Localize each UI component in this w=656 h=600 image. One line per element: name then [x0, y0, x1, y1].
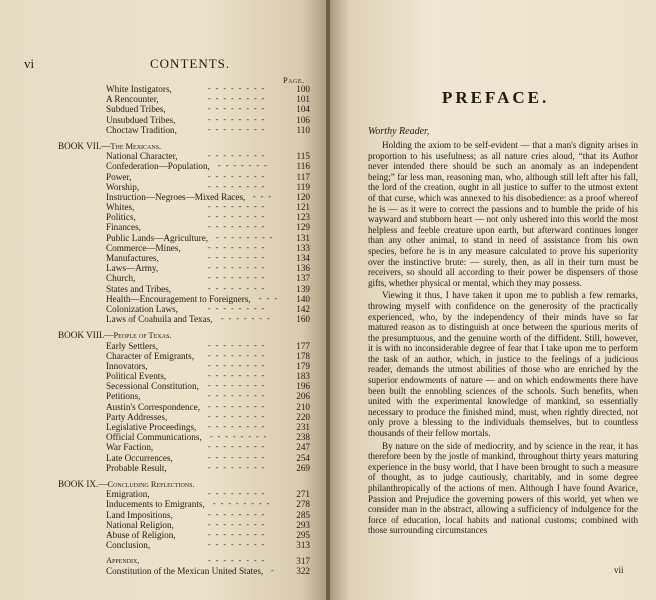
toc-entry [58, 530, 310, 540]
toc-page-number: 142 [296, 303, 310, 314]
toc-entry [58, 510, 310, 520]
toc-leader-dots: -------- [208, 489, 270, 499]
toc-page-number: 106 [296, 114, 310, 125]
toc-entry [58, 284, 310, 294]
toc-page-number: 139 [296, 283, 310, 294]
toc-entry-title: National Religion, [106, 519, 174, 530]
toc-entry [58, 391, 310, 401]
toc-page-number: 254 [296, 452, 310, 463]
toc-entry [58, 115, 310, 125]
toc-book-title: People of Texas. [113, 331, 172, 341]
toc-entry-title: Petitions, [106, 391, 141, 402]
toc-entry [58, 432, 310, 442]
toc-entry-title: Politics, [106, 212, 136, 223]
toc-leader-dots: -------- [208, 371, 270, 381]
toc-page-number: 133 [296, 242, 310, 253]
toc-page-number: 177 [296, 340, 310, 351]
toc-page-number: 220 [296, 411, 310, 422]
toc-leader-dots: -------- [208, 360, 270, 370]
toc-leader-dots: -------- [208, 540, 270, 550]
toc-entry-title: Late Occurrences, [106, 452, 173, 463]
toc-leader-dots: -------- [208, 242, 270, 252]
toc-entry [58, 161, 310, 171]
toc-leader-dots: -------- [208, 381, 270, 391]
toc-leader-dots: -------- [208, 401, 270, 411]
toc-book-number: BOOK IX.— [58, 478, 108, 489]
toc-entry [58, 253, 310, 263]
toc-leader-dots: -------- [216, 232, 278, 242]
toc-entry [58, 422, 310, 432]
toc-entry [58, 94, 310, 104]
toc-page-number: 136 [296, 263, 310, 274]
toc-book-number: BOOK VIII.— [58, 330, 114, 341]
toc-leader-dots: -------- [208, 422, 270, 431]
toc-page-number: 238 [296, 432, 310, 443]
toc-entry [58, 442, 310, 452]
toc-entry [58, 453, 310, 463]
toc-entry [58, 540, 310, 550]
salutation: Worthy Reader, [368, 126, 430, 137]
preface-paragraph: Viewing it thus, I have taken it upon me to publish a few remarks, throwing myself with confidence on the generosity of the practically experienced, who, by the independency of their minds have so far matured reason as to distinguish at once between the spurious merits of the presumptuous, and the genuine worth of the diffident. Still, however, it is with no inconsiderable degree of fear that I take upon me to perform the task of an author, which, in justice to the feelings of a judicious reader, demands the utmost abilities of those who are enriched by the superior endowments of nature — and on which endowments there have been built the ennobling sciences of the schools. Such benefits, when united with the experimental knowledge of mankind, so essentially necessary to produce the finished mind, must, when rightly directed, not only prove a blessing to the individuals themselves, but to countless thousands of their fellow mortals. [368, 290, 638, 439]
toc-entry-title: White Instigators, [106, 84, 172, 94]
toc-leader-dots: -------- [208, 114, 270, 124]
toc-entry-title: Appendix, [106, 556, 140, 566]
toc-entry-title: A Rencounter, [106, 94, 159, 105]
toc-leader-dots: -------- [208, 104, 270, 114]
toc-leader-dots: --- [259, 293, 282, 303]
toc-entry-title: Official Communications, [106, 432, 202, 443]
toc-entry-title: Subdued Tribes, [106, 104, 166, 115]
toc-entry [58, 520, 310, 530]
toc-entry-title: Whites, [106, 202, 135, 213]
toc-entry [58, 104, 310, 114]
toc-leader-dots: -------- [208, 212, 270, 222]
toc-entry-title: Choctaw Tradition, [106, 124, 177, 135]
toc-book-heading [58, 330, 328, 340]
toc-entry-title: Laws—Army, [106, 263, 159, 274]
toc-entry-title: Land Impositions, [106, 509, 173, 520]
toc-book-heading [58, 479, 328, 489]
toc-leader-dots: -------- [208, 519, 270, 529]
toc-leader-dots: -------- [208, 202, 270, 212]
toc-entry [58, 402, 310, 412]
toc-leader-dots: ------- [218, 161, 272, 171]
toc-page-number: 160 [296, 314, 310, 325]
toc-entry-title: Worship, [106, 181, 140, 192]
preface-paragraph: By nature on the side of mediocrity, and by science in the rear, it has therefore been by the jostle of mankind, throughout thirty years maturing experience in the busy world, that I have been brought to such a measure of thought, as to judge cautiously, charitably, and in some degree philanthropically of the actions of men. Although I have found Avarice, Passion and Prejudice the governing powers of this world, yet when we consider man in the abstract, allowing a sufficiency of indulgence for the force of education, local habits and national customs; combined with those surrounding circumstances [368, 440, 638, 536]
toc-entry-title: States and Tribes, [106, 283, 172, 294]
toc-leader-dots: -------- [210, 432, 272, 442]
toc-page-number: 179 [296, 360, 310, 371]
preface-title: PREFACE. [442, 88, 550, 107]
toc-entry [58, 463, 310, 473]
contents-title: CONTENTS. [150, 56, 231, 71]
toc-page-number: 196 [296, 381, 310, 392]
toc-entry-title: Early Settlers, [106, 340, 159, 351]
toc-page-number: 134 [296, 253, 310, 263]
toc-entry [58, 125, 310, 135]
toc-leader-dots: -------- [208, 253, 270, 262]
page-folio: vii [614, 565, 624, 575]
toc-leader-dots: -------- [208, 452, 270, 462]
toc-page-number: 317 [296, 556, 310, 567]
toc-entry-title: Manufactures, [106, 253, 159, 263]
toc-entry [58, 151, 310, 161]
toc-entry-title: Party Addresses, [106, 411, 168, 422]
toc-book-title: Concluding Reflections. [107, 479, 195, 489]
toc-entry-title: Inducements to Emigrants, [106, 499, 205, 510]
toc-page-number: 123 [296, 212, 310, 223]
toc-page-number: 100 [296, 84, 310, 94]
toc-leader-dots: -------- [213, 499, 275, 509]
toc-page-number: 313 [296, 540, 310, 551]
toc-leader-dots: --- [253, 191, 276, 201]
toc-leader-dots: -------- [208, 273, 270, 283]
toc-leader-dots: -------- [208, 181, 270, 191]
toc-entry-title: Probable Result, [106, 462, 167, 473]
toc-leader-dots: -------- [208, 124, 270, 134]
toc-entry-title: War Faction, [106, 442, 154, 453]
toc-leader-dots: -------- [208, 283, 270, 293]
toc-page-number: 183 [296, 371, 310, 382]
toc-page-number: 104 [296, 104, 310, 115]
toc-leader-dots: -------- [208, 529, 270, 539]
toc-leader-dots: -------- [208, 222, 270, 232]
toc-entry [58, 212, 310, 222]
toc-entry [58, 172, 310, 182]
toc-page-number: 322 [296, 566, 310, 577]
toc-entry-title: Power, [106, 171, 132, 182]
preface-paragraph: Holding the axiom to be self-evident — that a man's dignity arises in proportion to his usefulness; as all nature cries aloud, “that its Author never intended there should be such an anomaly as an independent being;” far less man, reasoning man, who, although still left after his fall, the lord of the creation, ought in all justice to suffer to the utmost extent of that curse, which was annexed to his disobedience: as a proof whereof he is — as it were to correct the passions and to humble the pride of his wayward and stubborn heart — not only ushered into this world the most helpless and feeble creature upon earth, but afterward continues longer than any other animal, to stand in need of assistance from his own species, before he is in any measure calculated to prove his superiority over the instinctive brute: — surely, then, as all in their turn must be receivers, so should all according to their power be dispensers of those gifts, whether physical or mental, which they may possess. [368, 140, 638, 288]
toc-leader-dots: -------- [208, 462, 270, 472]
toc-page-number: 247 [296, 442, 310, 453]
toc-leader-dots: -------- [208, 94, 270, 104]
toc-entry [58, 222, 310, 232]
toc-entry [58, 371, 310, 381]
right-page [330, 0, 656, 600]
toc-leader-dots: -------- [208, 84, 270, 93]
toc-entry [58, 489, 310, 499]
toc-entry [58, 499, 310, 509]
toc-entry-title: Commerce—Mines, [106, 242, 181, 253]
preface-body [368, 140, 638, 538]
toc-page-number: 120 [296, 191, 310, 202]
toc-entry-title: Confederation—Population, [106, 161, 210, 172]
toc-entry-title: Public Lands—Agriculture, [106, 232, 209, 243]
toc-page-number: 117 [296, 171, 310, 182]
toc-entry-title: Laws of Coahuila and Texas, [106, 314, 213, 325]
toc-book-number: BOOK VII.— [58, 140, 111, 151]
toc-leader-dots: -------- [208, 350, 270, 360]
toc-entry-title: National Character, [106, 151, 178, 162]
toc-entry-title: Unsubdued Tribes, [106, 114, 176, 125]
toc-entry-title: Legislative Proceedings, [106, 422, 197, 432]
toc-entry [58, 273, 310, 283]
toc-page-number: 293 [296, 519, 310, 530]
toc-entry-title: Instruction—Negroes—Mixed Races, [106, 191, 246, 202]
toc-book-heading [58, 141, 328, 151]
toc-page-number: 271 [296, 489, 310, 500]
toc-page-number: 178 [296, 350, 310, 361]
toc-entry-title: Emigration, [106, 489, 150, 500]
toc-page-number: 210 [296, 401, 310, 412]
toc-page-number: 206 [296, 391, 310, 402]
toc-entry-title: Health—Encouragement to Foreigners, [106, 293, 251, 304]
toc-page-number: 119 [296, 181, 310, 192]
toc-entry-title: Character of Emigrants, [106, 350, 195, 361]
toc-entry [58, 304, 310, 314]
toc-entry [58, 412, 310, 422]
toc-entry-title: Constitution of the Mexican United States, [106, 566, 264, 577]
toc-entry [58, 84, 310, 94]
toc-entry [58, 351, 310, 361]
page-folio: vi [24, 56, 35, 71]
toc-leader-dots: - [271, 566, 279, 576]
toc-page-number: 131 [296, 232, 310, 243]
toc-page-number: 129 [296, 222, 310, 233]
toc-leader-dots: -------- [208, 391, 270, 401]
toc-book-title: The Mexicans. [110, 141, 162, 151]
toc-entry [58, 381, 310, 391]
toc-leader-dots: -------- [208, 151, 270, 161]
toc-entry-title: Innovators, [106, 360, 148, 371]
toc-entry [58, 182, 310, 192]
toc-page-number: 140 [296, 293, 310, 304]
toc-page-number: 285 [296, 509, 310, 520]
toc-entry [58, 556, 310, 566]
toc-entry [58, 233, 310, 243]
toc-entry-title: Colonization Laws, [106, 303, 178, 314]
toc-entry [58, 314, 310, 324]
page-column-label: Page. [283, 76, 305, 85]
toc-entry [58, 202, 310, 212]
toc-entry [58, 263, 310, 273]
toc-entry [58, 294, 310, 304]
toc-entry-title: Conclusion, [106, 540, 151, 551]
table-of-contents [58, 84, 310, 577]
toc-entry-title: Finances, [106, 222, 141, 233]
toc-leader-dots: -------- [208, 263, 270, 273]
toc-entry-title: Church, [106, 273, 136, 284]
toc-leader-dots: -------- [208, 303, 270, 313]
toc-entry-title: Austin's Correspondence, [106, 401, 201, 412]
toc-page-number: 101 [296, 94, 310, 105]
toc-page-number: 115 [296, 151, 310, 162]
toc-page-number: 110 [296, 124, 310, 135]
toc-leader-dots: -------- [208, 171, 270, 181]
toc-page-number: 121 [296, 202, 310, 213]
toc-entry-title: Secessional Constitution, [106, 381, 199, 392]
toc-leader-dots: ------- [221, 314, 275, 324]
toc-page-number: 137 [296, 273, 310, 284]
toc-entry [58, 361, 310, 371]
toc-leader-dots: -------- [208, 340, 270, 350]
toc-entry [58, 192, 310, 202]
toc-entry [58, 243, 310, 253]
toc-entry-title: Political Events, [106, 371, 167, 382]
toc-entry-title: Abuse of Religion, [106, 529, 176, 540]
toc-page-number: 278 [296, 499, 310, 510]
toc-leader-dots: -------- [208, 509, 270, 519]
toc-leader-dots: -------- [208, 411, 270, 421]
toc-leader-dots: -------- [208, 442, 270, 452]
toc-page-number: 231 [296, 422, 310, 432]
toc-leader-dots: -------- [208, 556, 270, 566]
toc-page-number: 116 [296, 161, 310, 172]
toc-entry [58, 341, 310, 351]
toc-page-number: 269 [296, 462, 310, 473]
toc-page-number: 295 [296, 529, 310, 540]
toc-entry [58, 566, 310, 576]
